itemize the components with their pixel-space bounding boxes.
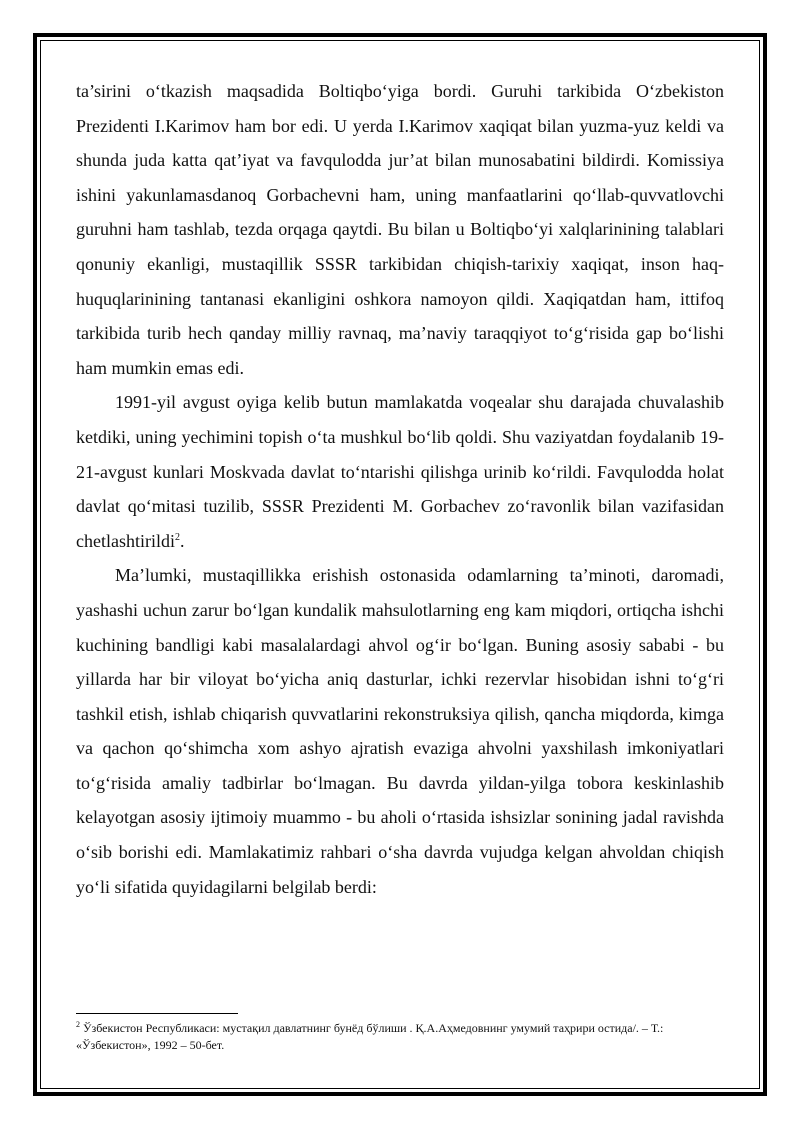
paragraph-3 [76, 558, 724, 904]
footnote [76, 1020, 726, 1054]
footnote-reference[interactable]: 2 [174, 531, 180, 543]
footnote-marker: 2 [76, 1020, 80, 1029]
paragraph-2-tail: . [179, 530, 185, 551]
footnote-separator [76, 1013, 238, 1014]
paragraph-2-text: 1991-yil avgust oyiga kelib butun mamlakatda voqealar shu darajada chuvalashib ketdiki, uning yechimini topish o‘ta mushkul bo‘lib qoldi. Shu vaziyatdan foydalanib 19-21-avgust kunlari Moskvada davlat to‘ntarishi qilishga urinib ko‘rildi. Favqulodda holat davlat qo‘mitasi tuzilib, SSSR Prezidenti M. Gorbachev zo‘ravonlik bilan vazifasidan chetlashtirildi [76, 392, 724, 551]
paragraph-2 [76, 385, 724, 558]
paragraph-1-text: ta’sirini o‘tkazish maqsadida Boltiqbo‘yiga bordi. Guruhi tarkibida O‘zbekiston Prezidenti I.Karimov ham bor edi. U yerda I.Karimov xaqiqat bilan yuzma-yuz keldi va shunda juda katta qat’iyat va favqulodda jur’at bilan munosabatini bildirdi. Komissiya ishini yakunlamasdanoq Gorbachevni ham, uning manfaatlarini qo‘llab-quvvatlovchi guruhni ham tashlab, tezda orqaga qaytdi. Bu bilan u Boltiqbo‘yi xalqlarinining talablari qonuniy ekanligi, mustaqillik SSSR tarkibidan chiqish-tarixiy xaqiqat, inson haq-huquqlarinining tantanasi ekanligini oshkora namoyon qildi. Xaqiqatdan ham, ittifoq tarkibida turib hech qanday milliy ravnaq, ma’naviy taraqqiyot to‘g‘risida gap bo‘lishi ham mumkin emas edi. [76, 81, 724, 378]
paragraph-3-text: Ma’lumki, mustaqillikka erishish ostonasida odamlarning ta’minoti, daromadi, yashashi uchun zarur bo‘lgan kundalik mahsulotlarning eng kam miqdori, ortiqcha ishchi kuchining bandligi kabi masalalardagi ahvol og‘ir bo‘lgan. Buning asosiy sababi - bu yillarda har bir viloyat bo‘yicha aniq dasturlar, ichki rezervlar hisobidan ishni to‘g‘ri tashkil etish, ishlab chiqarish quvvatlarini rekonstruksiya qilish, qancha miqdorda, kimga va qachon qo‘shimcha xom ashyo ajratish evaziga ahvolni yaxshilash imkoniyatlari to‘g‘risida amaliy tadbirlar bo‘lmagan. Bu davrda yildan-yilga tobora keskinlashib kelayotgan asosiy ijtimoiy muammo - bu aholi o‘rtasida ishsizlar sonining jadal ravishda o‘sib borishi edi. Mamlakatimiz rahbari o‘sha davrda vujudga kelgan ahvoldan chiqish yo‘li sifatida quyidagilarni belgilab berdi: [76, 565, 724, 897]
page-body [76, 74, 724, 904]
paragraph-1 [76, 74, 724, 385]
footnote-text: Ўзбекистон Республикаси: мустақил давлатнинг бунёд бўлиши . Қ.А.Аҳмедовнинг умумий таҳрири остида/. – Т.: «Ўзбекистон», 1992 – 50-бет. [76, 1021, 664, 1052]
